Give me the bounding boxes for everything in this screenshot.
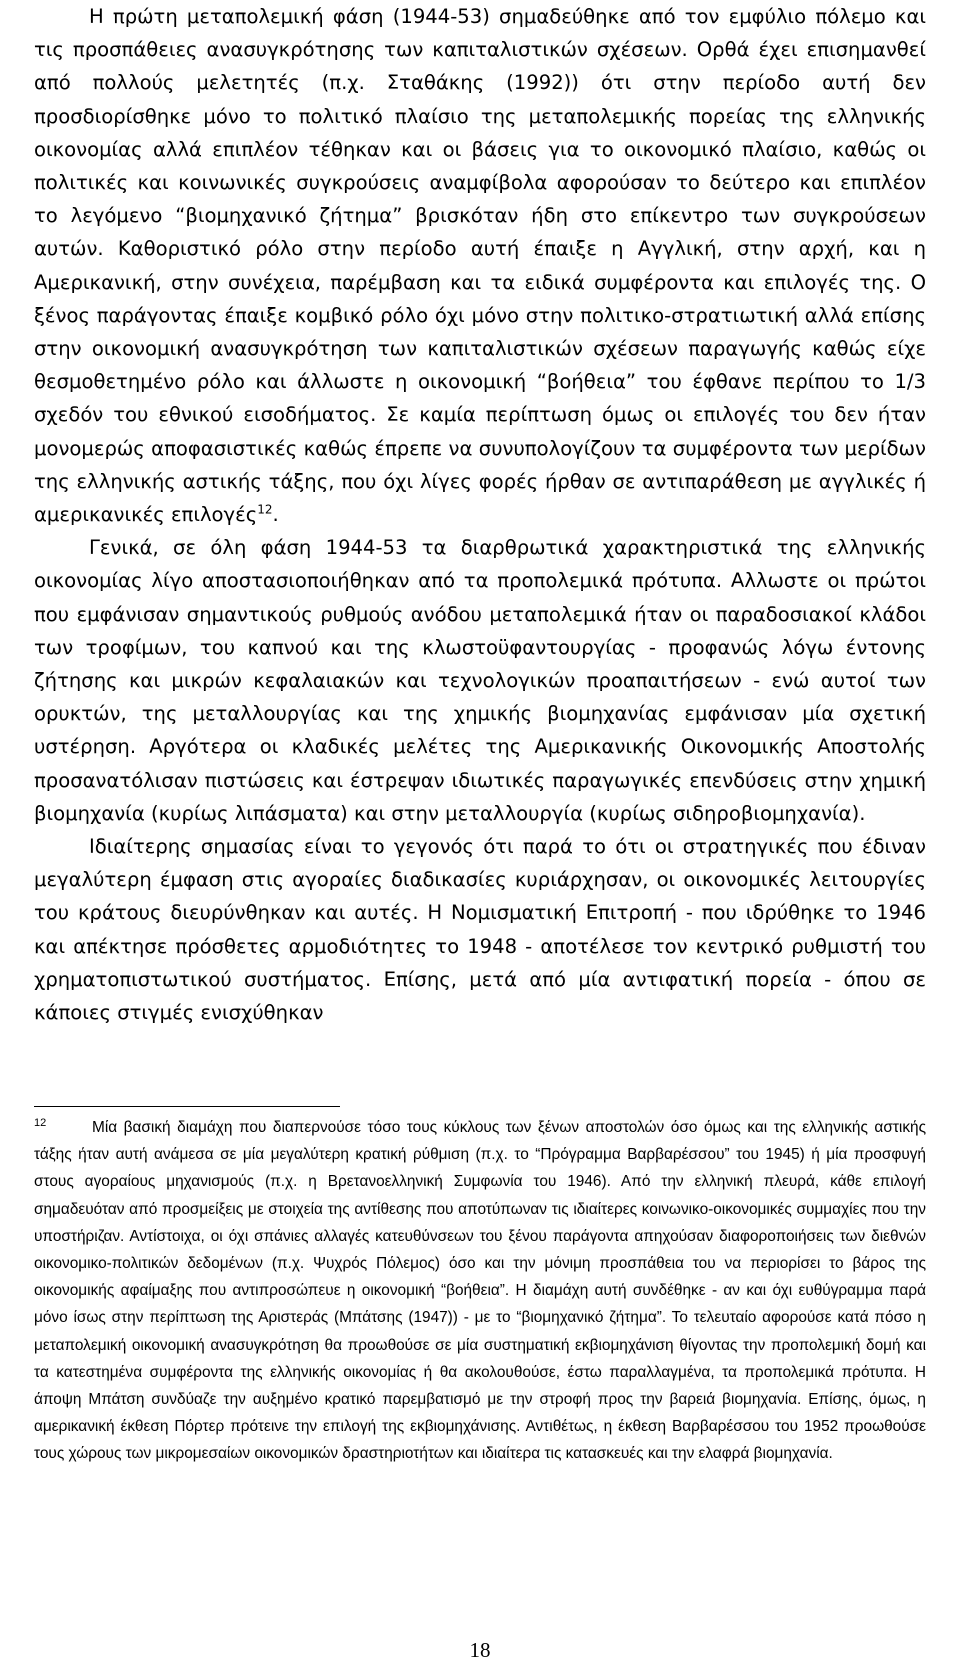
page-number: 18 xyxy=(469,1638,491,1662)
footnote-text: Μία βασική διαμάχη που διαπερνούσε τόσο τους κύκλους των ξένων αποστολών όσο όμως και της ελληνικής αστικής τάξης ήταν αυτή ανάμεσα σε μία μεγαλύτερη κρατική ρύθμιση (π.χ. το “Πρόγραμμα Βαρβαρέσσου” του 1945) ή μία προσφυγή στους αγοραίους μηχανισμούς (π.χ. η Βρετανοελληνική Συμφωνία του 1946). Από την ελληνική πλευρά, κάθε επιλογή σημαδευόταν από προσμείξεις με στοιχεία της αντίθεσης που αποτύπωναν τις ιδιαίτερες κοινωνικο-οικονομικές συμμαχίες που την υποστήριζαν. Αντίστοιχα, οι όχι σπάνιες αλλαγές κατευθύνσεων του ξένου παράγοντα απηχούσαν διαφοροποιήσεις των διεθνών οικονομικο-πολιτικών δεδομένων (π.χ. Ψυχρός Πόλεμος) όσο και την μόνιμη προσπάθεια του να περιορίσει το βάρος της οικονομικής αφαίμαξης που αντιπροσώπευε η οικονομική “βοήθεια”. Η διαμάχη αυτή συνδέθηκε - αν και όχι ευθύγραμμα παρά μόνο ίσως στην περίπτωση της Αριστεράς (Μπάτσης (1947)) - με το “βιομηχανικό ζήτημα”. Το τελευταίο αφορούσε κατά πόσο η μεταπολεμική οικονομική ανασυγκρότηση θα προωθούσε σε μία συστηματική εκβιομηχάνιση θίγοντας την προπολεμική δομή και τα κατεστημένα συμφέροντα της ελληνικής οικονομίας ή θα ακολουθούσε, έστω παραλλαγμένα, τα προπολεμικά πρότυπα. Η άποψη Μπάτση συνδύαζε την αυξημένο κρατικό παρεμβατισμό με την στροφή προς την βαρειά βιομηχανία. Επίσης, όμως, η αμερικανική έκθεση Πόρτερ πρότεινε την επιλογή της εκβιομηχάνισης. Αντιθέτως, η έκθεση Βαρβαρέσσου του 1952 προωθούσε τους χώρους των μικρομεσαίων οικονομικών δραστηριοτήτων και ιδιαίτερα τις κατασκευές και την ελαφρά βιομηχανία. xyxy=(34,1119,926,1463)
footnote-separator xyxy=(34,1106,340,1107)
paragraph-1: Η πρώτη μεταπολεμική φάση (1944-53) σημαδεύθηκε από τον εμφύλιο πόλεμο και τις προσπάθειες ανασυγκρότησης των καπιταλιστικών σχέσεων. Ορθά έχει επισημανθεί από πολλούς μελετητές (π.χ. Σταθάκης (1992)) ότι στην περίοδο αυτή δεν προσδιορίσθηκε μόνο το πολιτικό πλαίσιο της μεταπολεμικής πορείας της ελληνικής οικονομίας αλλά επιπλέον τέθηκαν και οι βάσεις για το οικονομικό πλαίσιο, καθώς οι πολιτικές και κοινωνικές συγκρούσεις αναμφίβολα αφορούσαν το δεύτερο και επιπλέον το λεγόμενο “βιομηχανικό ζήτημα” βρισκόταν ήδη στο επίκεντρο των συγκρούσεων αυτών. Καθοριστικό ρόλο στην περίοδο αυτή έπαιξε η Αγγλική, στην αρχή, και η Αμερικανική, στην συνέχεια, παρέμβαση και τα ειδικά συμφέροντα και επιλογές της. Ο ξένος παράγοντας έπαιξε κομβικό ρόλο όχι μόνο στην πολιτικο-στρατιωτική αλλά επίσης στην οικονομική ανασυγκρότηση των καπιταλιστικών σχέσεων παραγωγής καθώς είχε θεσμοθετημένο ρόλο και άλλωστε η οικονομική “βοήθεια” του έφθανε περίπου το 1/3 σχεδόν του εθνικού εισοδήματος. Σε καμία περίπτωση όμως οι επιλογές του δεν ήταν μονομερώς αποφασιστικές καθώς έπρεπε να συνυπολογίζουν τα συμφέροντα των μερίδων της ελληνικής αστικής τάξης, που όχι λίγες φορές ήρθαν σε αντιπαράθεση με αγγλικές ή αμερικανικές επιλογές$^{12}$. xyxy=(34,5,926,527)
footnote-reference[interactable]: 12 xyxy=(257,502,273,517)
main-text xyxy=(34,0,926,1029)
paragraph-3: Ιδιαίτερης σημασίας είναι το γεγονός ότι παρά το ότι οι στρατηγικές που έδιναν μεγαλύτερη έμφαση στις αγοραίες διαδικασίες κυριάρχησαν, οι οικονομικές λειτουργίες του κράτους διευρύνθηκαν και αυτές. Η Νομισματική Επιτροπή - που ιδρύθηκε το 1946 και απέκτησε πρόσθετες αρμοδιότητες το 1948 - αποτέλεσε τον κεντρικό ρυθμιστή του χρηματοπιστωτικού συστήματος. Επίσης, μετά από μία αντιφατική πορεία - όπου σε κάποιες στιγμές ενισχύθηκαν xyxy=(34,835,926,1025)
footnote-12: 12 Μία βασική διαμάχη που διαπερνούσε τόσο τους κύκλους των ξένων αποστολών όσο όμως και της ελληνικής αστικής τάξης ήταν αυτή ανάμεσα σε μία μεγαλύτερη κρατική ρύθμιση (π.χ. το “Πρόγραμμα Βαρβαρέσσου” του 1945) ή μία προσφυγή στους αγοραίους μηχανισμούς (π.χ. η Βρετανοελληνική Συμφωνία του 1946). Από την ελληνική πλευρά, κάθε επιλογή σημαδευόταν από προσμείξεις με στοιχεία της αντίθεσης που αποτύπωναν τις ιδιαίτερες κοινωνικο-οικονομικές συμμαχίες που την υποστήριζαν. Αντίστοιχα, οι όχι σπάνιες αλλαγές κατευθύνσεων του ξένου παράγοντα απηχούσαν διαφοροποιήσεις των διεθνών οικονομικο-πολιτικών δεδομένων (π.χ. Ψυχρός Πόλεμος) όσο και την μόνιμη προσπάθεια του να περιορίσει το βάρος της οικονομικής αφαίμαξης που αντιπροσώπευε η οικονομική “βοήθεια”. Η διαμάχη αυτή συνδέθηκε - αν και όχι ευθύγραμμα παρά μόνο ίσως στην περίπτωση της Αριστεράς (Μπάτσης (1947)) - με το “βιομηχανικό ζήτημα”. Το τελευταίο αφορούσε κατά πόσο η μεταπολεμική οικονομική ανασυγκρότηση θα προωθούσε σε μία συστηματική εκβιομηχάνιση θίγοντας την προπολεμική δομή και τα κατεστημένα συμφέροντα της ελληνικής οικονομίας ή θα ακολουθούσε, έστω παραλλαγμένα, τα προπολεμικά πρότυπα. Η άποψη Μπάτση συνδύαζε την αυξημένο κρατικό παρεμβατισμό με την στροφή προς την βαρειά βιομηχανία. Επίσης, όμως, η αμερικανική έκθεση Πόρτερ πρότεινε την επιλογή της εκβιομηχάνισης. Αντιθέτως, η έκθεση Βαρβαρέσσου του 1952 προωθούσε τους χώρους των μικρομεσαίων οικονομικών δραστηριοτήτων και ιδιαίτερα τις κατασκευές και την ελαφρά βιομηχανία. xyxy=(34,1116,926,1463)
paragraph-2: Γενικά, σε όλη φάση 1944-53 τα διαρθρωτικά χαρακτηριστικά της ελληνικής οικονομίας λίγο αποστασιοποιήθηκαν από τα προπολεμικά πρότυπα. Αλλωστε οι πρώτοι που εμφάνισαν σημαντικούς ρυθμούς ανόδου μεταπολεμικά ήταν οι παραδοσιακοί κλάδοι των τροφίμων, του καπνού και της κλωστοϋφαντουργίας - προφανώς λόγω έντονης ζήτησης και μικρών κεφαλαιακών και τεχνολογικών προαπαιτήσεων - ενώ αυτοί των ορυκτών, της μεταλλουργίας και της χημικής βιομηχανίας εμφάνισαν μία σχετική υστέρηση. Αργότερα οι κλαδικές μελέτες της Αμερικανικής Οικονομικής Αποστολής προσανατόλισαν πιστώσεις και έστρεψαν ιδιωτικές παραγωγικές επενδύσεις στην χημική βιομηχανία (κυρίως λιπάσματα) και στην μεταλλουργία (κυρίως σιδηροβιομηχανία). xyxy=(34,536,926,825)
footnote xyxy=(34,1114,926,1468)
